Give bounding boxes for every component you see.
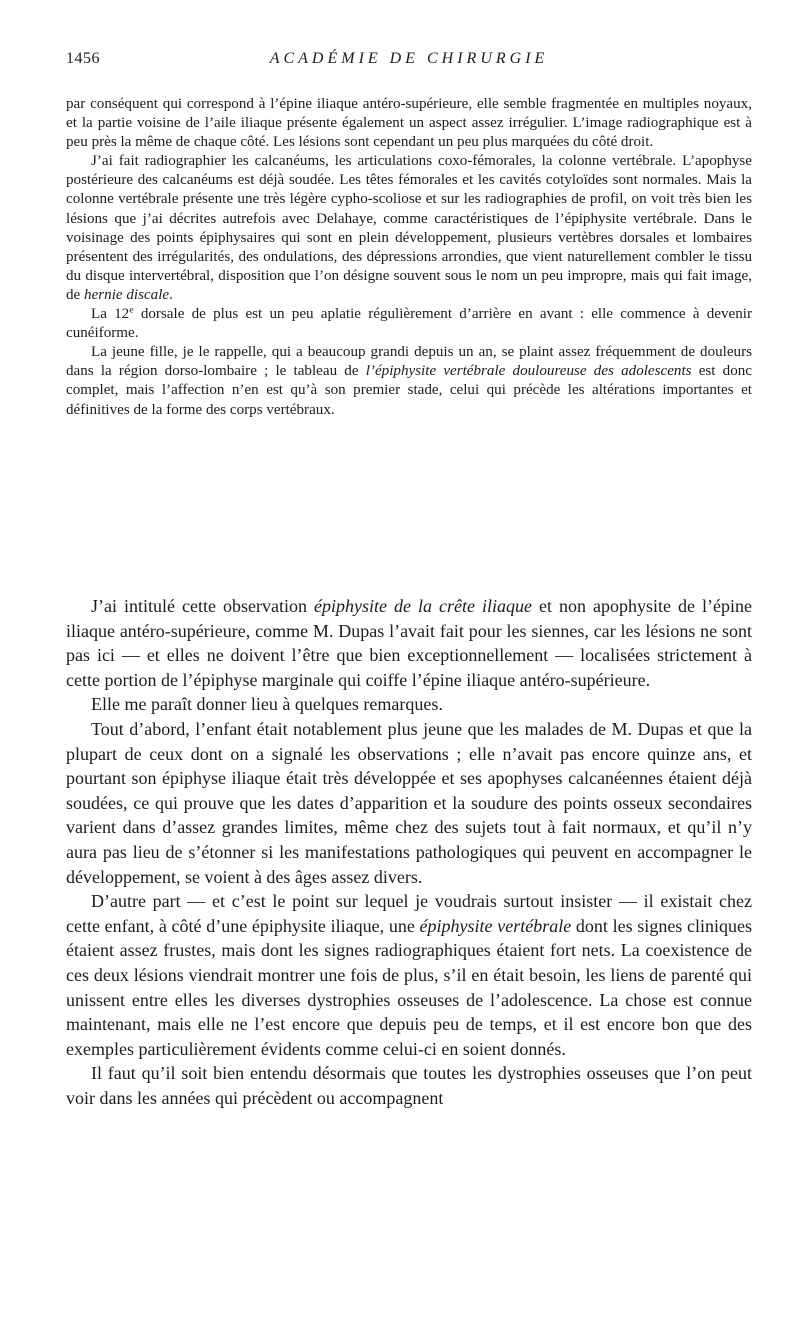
superscript: e	[129, 304, 134, 316]
paragraph: J’ai fait radiographier les calcanéums, les articulations coxo-fémorales, la colonne vertébrale. L’apophyse postérieure des calcanéums est déjà soudée. Les têtes fémorales et les cavités cotyloïdes sont normales. Mais la colonne vertébrale présente une très légère cypho-scoliose et sur les radiographies de profil, on voit très bien les lésions que j’ai décrites autrefois avec Delahaye, comme caractéristiques de l’épiphysite vertébrale. Dans le voisinage des points épiphysaires qui sont en plein développement, plusieurs vertèbres dorsales et lombaires présentent des irrégularités, des ondulations, des dépressions arrondies, que vient naturellement combler le tissu du disque intervertébral, disposition que l’on désigne souvent sous le nom un peu impropre, mais qui fait image, de hernie discale.	[66, 153, 752, 303]
paragraph: J’ai intitulé cette observation épiphysite de la crête iliaque et non apophysite de l’épine iliaque antéro-supérieure, comme M. Dupas l’avait fait pour les siennes, car les lésions ne sont pas ici — et elles ne doivent l’être que bien exceptionnellement — localisées strictement à cette portion de l’épiphyse marginale qui coiffe l’épine iliaque antéro-supérieure.	[66, 596, 753, 690]
small-print-section	[66, 95, 752, 420]
main-text-section	[66, 594, 752, 1110]
page-header	[66, 50, 752, 74]
italic-term: l’épiphysite vertébrale douloureuse des adolescents	[365, 363, 692, 380]
paragraph: La jeune fille, je le rappelle, qui a beaucoup grandi depuis un an, se plaint assez fréquemment de douleurs dans la région dorso-lombaire ; le tableau de l’épiphysite vertébrale douloureuse des adolescents est donc complet, mais l’affection n’en est qu’à son premier stade, celui qui précède les altérations importantes et définitives de la forme des corps vertébraux.	[66, 344, 752, 418]
paragraph: par conséquent qui correspond à l’épine iliaque antéro-supérieure, elle semble fragmentée en multiples noyaux, et la partie voisine de l’aile iliaque présente également un aspect assez irrégulier. L’image radiographique est à peu près la même de chaque côté. Les lésions sont cependant un peu plus marquées du côté droit.	[66, 96, 752, 151]
paragraph: Elle me paraît donner lieu à quelques remarques.	[91, 694, 443, 715]
paragraph: Il faut qu’il soit bien entendu désormais que toutes les dystrophies osseuses que l’on peut voir dans les années qui précèdent ou accompagnent	[66, 1063, 752, 1108]
running-title: ACADÉMIE DE CHIRURGIE	[269, 50, 549, 67]
italic-term: épiphysite de la crête iliaque	[314, 596, 532, 616]
italic-term: hernie discale	[84, 286, 170, 303]
page-number: 1456	[66, 50, 100, 67]
paragraph: Tout d’abord, l’enfant était notablement plus jeune que les malades de M. Dupas et que la plupart de ceux dont on a signalé les observations ; elle n’avait pas encore quinze ans, et pourtant son épiphyse iliaque était très développée et ses apophyses calcanéennes étaient déjà soudées, ce qui prouve que les dates d’apparition et la soudure des points osseux secondaires varient dans d’assez grandes limites, même chez des sujets tout à fait normaux, et qu’il n’y aura pas lieu de s’étonner si les manifestations pathologiques qui peuvent en accompagner le développement, se voient à des âges assez divers.	[66, 718, 752, 887]
italic-term: épiphysite vertébrale	[419, 915, 572, 936]
paragraph: D’autre part — et c’est le point sur lequel je voudrais surtout insister — il existait chez cette enfant, à côté d’une épiphysite iliaque, une épiphysite vertébrale dont les signes cliniques étaient assez frustes, mais dont les signes radiographiques étaient fort nets. La coexistence de ces deux lésions viendrait montrer une fois de plus, s’il en était besoin, les liens de parenté qui unissent entre elles les diverses dystrophies osseuses de l’adolescence. La chose est connue maintenant, mais elle ne l’est encore que depuis peu de temps, et il est encore bon que des exemples particulièrement évidents comme celui-ci en soient donnés.	[66, 891, 753, 1059]
paragraph: La 12e dorsale de plus est un peu aplatie régulièrement d’arrière en avant : elle commence à devenir cunéiforme.	[66, 304, 752, 342]
